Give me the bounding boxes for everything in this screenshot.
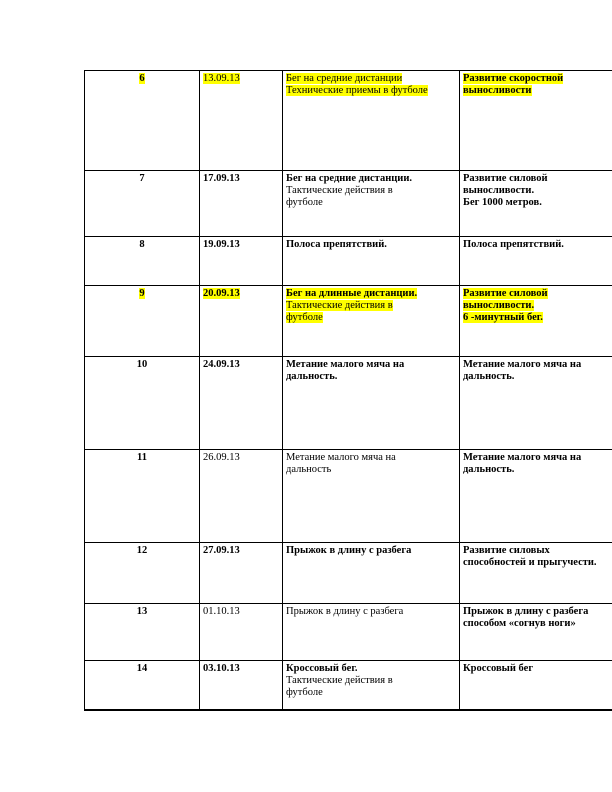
table-row [85, 661, 612, 710]
lesson-date: 27.09.13 [200, 543, 283, 604]
lesson-goal: Прыжок в длину с разбега способом «согнув ноги» [460, 604, 612, 661]
lesson-number: 14 [85, 661, 200, 710]
table-row [85, 357, 612, 450]
lesson-goal: Кроссовый бег [460, 661, 612, 710]
lesson-goal: Метание малого мяча на дальность. [460, 357, 612, 450]
lesson-goal: Развитие силовых способностей и прыгучести. [460, 543, 612, 604]
table-row [85, 543, 612, 604]
table-row [85, 71, 612, 171]
lesson-topic: Метание малого мяча на дальность. [283, 357, 460, 450]
lesson-number: 8 [85, 237, 200, 286]
lesson-number: 9 [85, 286, 200, 357]
lesson-date: 24.09.13 [200, 357, 283, 450]
table-row [85, 450, 612, 543]
lesson-date: 19.09.13 [200, 237, 283, 286]
lesson-number: 10 [85, 357, 200, 450]
table-row [85, 286, 612, 357]
table-row [85, 171, 612, 237]
lesson-topic: Кроссовый бег. Тактические действия в футболе [283, 661, 460, 710]
lesson-number: 7 [85, 171, 200, 237]
lesson-date: 01.10.13 [200, 604, 283, 661]
lesson-date: 13.09.13 [200, 71, 283, 171]
lesson-topic: Прыжок в длину с разбега [283, 604, 460, 661]
lesson-goal: Метание малого мяча на дальность. [460, 450, 612, 543]
lesson-goal: Развитие силовой выносливости. Бег 1000 метров. [460, 171, 612, 237]
lesson-topic: Метание малого мяча на дальность [283, 450, 460, 543]
table-row [85, 604, 612, 661]
lesson-date: 17.09.13 [200, 171, 283, 237]
lesson-plan-table [84, 70, 612, 711]
lesson-date: 26.09.13 [200, 450, 283, 543]
lesson-date: 20.09.13 [200, 286, 283, 357]
lesson-topic: Бег на длинные дистанции. Тактические действия в футболе [283, 286, 460, 357]
lesson-number: 11 [85, 450, 200, 543]
table-row [85, 237, 612, 286]
lesson-goal: Полоса препятствий. [460, 237, 612, 286]
lesson-topic: Бег на средние дистанции Технические приемы в футболе [283, 71, 460, 171]
lesson-topic: Полоса препятствий. [283, 237, 460, 286]
lesson-number: 13 [85, 604, 200, 661]
lesson-topic: Прыжок в длину с разбега [283, 543, 460, 604]
lesson-goal: Развитие силовой выносливости. 6 -минутный бег. [460, 286, 612, 357]
lesson-date: 03.10.13 [200, 661, 283, 710]
lesson-number: 6 [85, 71, 200, 171]
lesson-goal: Развитие скоростной выносливости [460, 71, 612, 171]
lesson-number: 12 [85, 543, 200, 604]
lesson-topic: Бег на средние дистанции. Тактические действия в футболе [283, 171, 460, 237]
